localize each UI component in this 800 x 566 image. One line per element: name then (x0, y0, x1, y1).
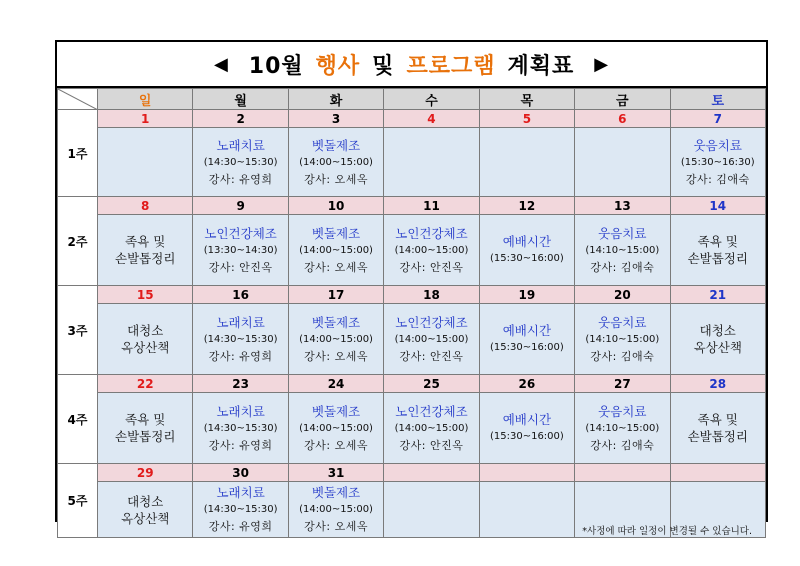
day-cell (670, 128, 765, 197)
date-number: 12 (479, 197, 574, 215)
program-title: 벳돌제조 (311, 314, 361, 330)
date-number: 5 (479, 110, 574, 128)
day-cell (670, 304, 765, 375)
program-title: 웃음치료 (598, 314, 647, 330)
date-number: 20 (575, 286, 670, 304)
program-teacher: 강사: 오세옥 (304, 260, 368, 274)
day-header-sun: 일 (98, 89, 193, 110)
date-number: 3 (288, 110, 383, 128)
date-number: 22 (98, 375, 193, 393)
program-title: 예배시간 (502, 234, 552, 249)
day-cell (98, 304, 193, 375)
program-title: 웃음치료 (693, 137, 742, 153)
activity-line: 족욕 및 (125, 234, 166, 249)
program-title: 노래치료 (216, 485, 265, 500)
program-time: (13:30~14:30) (203, 244, 278, 256)
day-cell (575, 128, 670, 197)
day-cell (193, 215, 288, 286)
program-time: (14:00~15:00) (299, 333, 373, 345)
program-time: (15:30~16:00) (489, 253, 564, 264)
date-number (575, 464, 670, 482)
day-cell (670, 393, 765, 464)
date-number: 13 (575, 197, 670, 215)
day-cell (288, 304, 383, 375)
day-cell (193, 393, 288, 464)
day-cell (384, 215, 479, 286)
program-teacher: 강사: 유영희 (208, 172, 273, 186)
activity-line: 대청소 (699, 323, 736, 338)
date-number: 2 (193, 110, 288, 128)
activity-line: 족욕 및 (697, 234, 738, 249)
left-arrow-icon: ◀ (213, 53, 229, 75)
activity-line: 옥상산책 (693, 340, 742, 355)
program-teacher: 강사: 김애숙 (685, 172, 750, 186)
program-title: 벳돌제조 (311, 137, 361, 153)
date-number: 11 (384, 197, 479, 215)
activity-line: 대청소 (127, 323, 164, 338)
date-number: 18 (384, 286, 479, 304)
activity-line: 손발톱정리 (115, 429, 176, 444)
date-number (384, 464, 479, 482)
date-number: 6 (575, 110, 670, 128)
program-time: (15:30~16:00) (489, 342, 564, 353)
program-time: (14:30~15:30) (203, 333, 278, 345)
program-teacher: 강사: 김애숙 (590, 349, 655, 363)
program-teacher: 강사: 김애숙 (590, 260, 655, 274)
program-title: 노인건강체조 (395, 403, 468, 419)
activity-line: 대청소 (127, 493, 164, 509)
day-cell (479, 304, 574, 375)
day-cell (193, 304, 288, 375)
day-cell (193, 482, 288, 538)
activity-line: 족욕 및 (125, 412, 166, 427)
program-title: 노인건강체조 (204, 225, 277, 241)
program-teacher: 강사: 안진옥 (399, 349, 464, 363)
program-teacher: 강사: 안진옥 (208, 260, 273, 274)
day-cell (193, 128, 288, 197)
program-teacher: 강사: 김애숙 (590, 438, 655, 452)
date-number: 25 (384, 375, 479, 393)
program-title: 노인건강체조 (395, 314, 468, 330)
activity-line: 옥상산책 (121, 340, 170, 355)
title-and: 및 (372, 53, 395, 79)
program-teacher: 강사: 안진옥 (399, 438, 464, 452)
program-time: (14:00~15:00) (394, 333, 469, 345)
calendar-table (57, 88, 766, 538)
title-program: 프로그램 (406, 53, 496, 79)
day-header-wed: 수 (384, 89, 479, 110)
activity-line: 족욕 및 (697, 412, 738, 427)
day-cell (288, 128, 383, 197)
program-title: 노래치료 (216, 403, 265, 419)
program-teacher: 강사: 오세옥 (304, 172, 368, 186)
day-cell (384, 482, 479, 538)
week-label: 5주 (58, 464, 98, 538)
activity-line: 손발톱정리 (115, 251, 176, 266)
day-cell (575, 215, 670, 286)
program-time: (14:30~15:30) (203, 422, 278, 434)
page-title (57, 42, 766, 88)
date-number: 9 (193, 197, 288, 215)
date-number: 24 (288, 375, 383, 393)
diagonal-line-icon (58, 89, 98, 110)
day-cell (575, 393, 670, 464)
date-number: 21 (670, 286, 765, 304)
program-teacher: 강사: 오세옥 (304, 520, 368, 533)
day-header-fri: 금 (575, 89, 670, 110)
program-title: 노래치료 (216, 314, 265, 330)
date-number: 23 (193, 375, 288, 393)
date-number (670, 464, 765, 482)
program-teacher: 강사: 오세옥 (304, 349, 368, 363)
date-number: 15 (98, 286, 193, 304)
program-time: (14:00~15:00) (299, 244, 373, 256)
right-arrow-icon: ▶ (594, 53, 610, 75)
activity-line: 옥상산책 (121, 510, 170, 526)
title-month: 10월 (248, 53, 304, 79)
date-number: 8 (98, 197, 193, 215)
program-time: (14:30~15:30) (203, 156, 278, 168)
program-title: 벳돌제조 (311, 225, 361, 241)
day-cell (384, 393, 479, 464)
day-cell (575, 304, 670, 375)
program-time: (15:30~16:30) (680, 156, 755, 168)
program-time: (14:10~15:00) (585, 244, 660, 256)
day-cell (479, 128, 574, 197)
date-number: 19 (479, 286, 574, 304)
day-header-mon: 월 (193, 89, 288, 110)
program-title: 웃음치료 (598, 403, 647, 419)
day-cell (288, 215, 383, 286)
day-header-tue: 화 (288, 89, 383, 110)
activity-line: 손발톱정리 (687, 429, 748, 444)
program-title: 벳돌제조 (311, 485, 361, 500)
program-title: 예배시간 (502, 323, 552, 338)
week-label: 3주 (58, 286, 98, 375)
program-time: (14:10~15:00) (585, 422, 660, 434)
program-time: (14:30~15:30) (203, 504, 278, 515)
day-header-sat: 토 (670, 89, 765, 110)
program-time: (15:30~16:00) (489, 431, 564, 442)
activity-line: 손발톱정리 (687, 251, 748, 266)
program-teacher: 강사: 유영희 (208, 438, 273, 452)
program-time: (14:00~15:00) (299, 422, 373, 434)
program-teacher: 강사: 안진옥 (399, 260, 464, 274)
footnote: *사정에 따라 일정이 변경될 수 있습니다. (582, 526, 752, 537)
program-title: 노인건강체조 (395, 225, 468, 241)
date-number (479, 464, 574, 482)
date-number: 4 (384, 110, 479, 128)
day-cell (98, 215, 193, 286)
corner-cell (58, 89, 98, 110)
program-title: 노래치료 (216, 137, 265, 153)
program-time: (14:00~15:00) (299, 504, 373, 515)
date-number: 26 (479, 375, 574, 393)
date-number: 17 (288, 286, 383, 304)
date-number: 10 (288, 197, 383, 215)
day-cell (384, 304, 479, 375)
date-number: 1 (98, 110, 193, 128)
program-time: (14:00~15:00) (394, 244, 469, 256)
date-number: 7 (670, 110, 765, 128)
week-label: 1주 (58, 110, 98, 197)
date-number: 29 (98, 464, 193, 482)
week-label: 4주 (58, 375, 98, 464)
title-event: 행사 (315, 53, 361, 79)
date-number: 14 (670, 197, 765, 215)
program-title: 웃음치료 (598, 225, 647, 241)
day-cell (384, 128, 479, 197)
date-number: 28 (670, 375, 765, 393)
program-teacher: 강사: 오세옥 (304, 438, 368, 452)
title-plan: 계획표 (507, 53, 575, 79)
program-time: (14:10~15:00) (585, 333, 660, 345)
program-time: (14:00~15:00) (394, 422, 469, 434)
program-title: 벳돌제조 (311, 403, 361, 419)
day-cell (288, 393, 383, 464)
program-teacher: 강사: 유영희 (208, 520, 273, 533)
day-cell (288, 482, 383, 538)
day-cell (479, 215, 574, 286)
day-cell (479, 482, 574, 538)
week-label: 2주 (58, 197, 98, 286)
program-time: (14:00~15:00) (299, 156, 373, 168)
date-number: 16 (193, 286, 288, 304)
date-number: 30 (193, 464, 288, 482)
day-cell (98, 393, 193, 464)
day-header-thu: 목 (479, 89, 574, 110)
date-number: 27 (575, 375, 670, 393)
day-cell (670, 215, 765, 286)
day-cell (98, 482, 193, 538)
day-cell (479, 393, 574, 464)
day-cell (98, 128, 193, 197)
program-title: 예배시간 (502, 412, 552, 427)
date-number: 31 (288, 464, 383, 482)
program-teacher: 강사: 유영희 (208, 349, 273, 363)
